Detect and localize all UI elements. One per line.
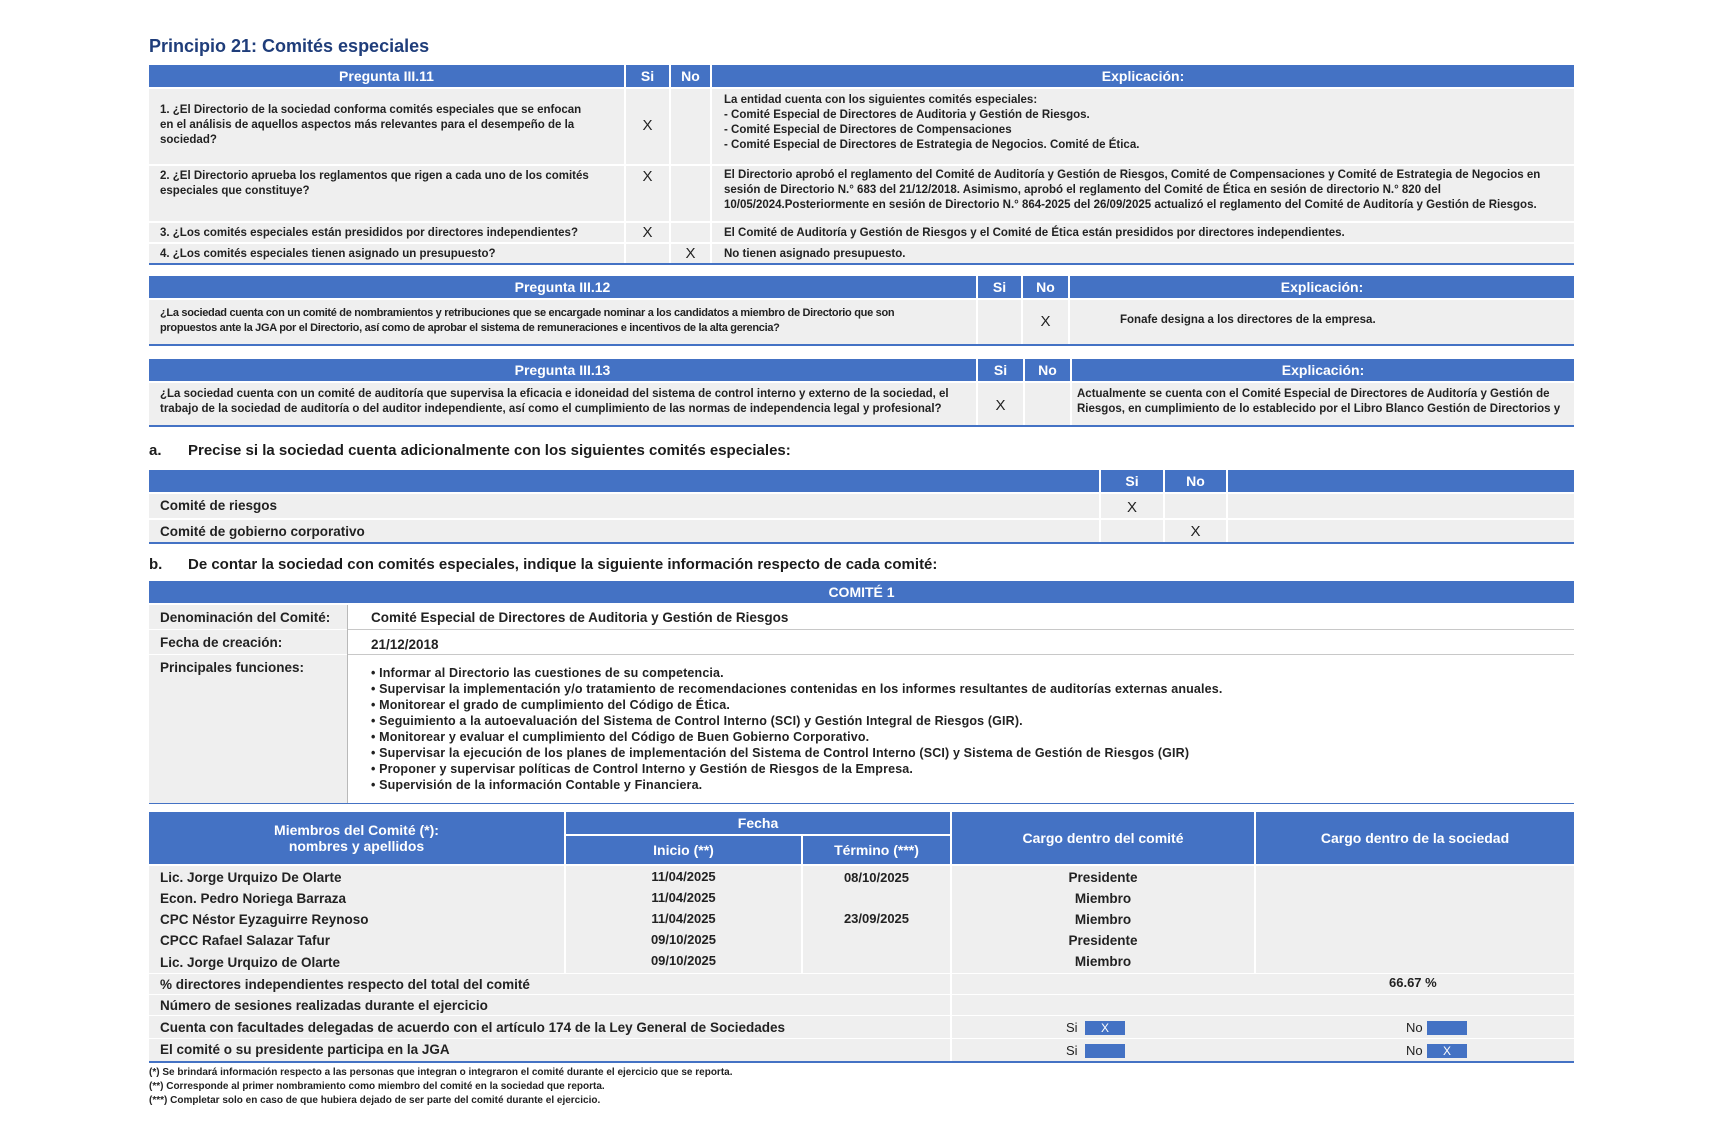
members-header-termino: Término (***) <box>803 836 950 864</box>
jga-si-box[interactable] <box>1085 1044 1125 1058</box>
member-row-4-inicio: 09/10/2025 <box>650 932 717 947</box>
q11-no-4: X <box>685 245 696 262</box>
q13-header-pregunta: Pregunta III.13 <box>149 359 976 381</box>
facultades-si-box[interactable]: X <box>1085 1021 1125 1035</box>
member-row-5-cargo: Miembro <box>1074 954 1132 969</box>
jga-si-label: Si <box>1066 1043 1078 1058</box>
funcion-item: • Supervisar la ejecución de los planes de implementación del Sistema de Control Interno (SCI) y Sistema de Gestión de Riesgos (GIR) <box>371 746 1190 760</box>
q11-explanation-4: No tienen asignado presupuesto. <box>724 248 906 260</box>
funcion-item: • Monitorear y evaluar el cumplimiento del Código de Buen Gobierno Corporativo. <box>371 730 870 744</box>
member-row-3-name: CPC Néstor Eyzaguirre Reynoso <box>160 912 369 927</box>
member-row-2-name: Econ. Pedro Noriega Barraza <box>160 891 347 906</box>
q13-header-no: No <box>1025 359 1070 381</box>
funcion-item: • Supervisar la implementación y/o tratamiento de recomendaciones contenidas en los informes resultantes de auditorías externas anuales. <box>371 682 1223 696</box>
fecha-creacion-value: 21/12/2018 <box>371 637 439 652</box>
q13-header-si: Si <box>978 359 1023 381</box>
q11-header-si: Si <box>626 65 669 87</box>
q12-explanation: Fonafe designa a los directores de la empresa. <box>1120 314 1376 326</box>
q13-question: ¿La sociedad cuenta con un comité de auditoría que supervisa la eficacia e idoneidad del sistema de control interno y externo de la sociedad, el trabajo de la sociedad de auditoría o del auditor independiente, así como el cumplimiento de las normas de independencia legal y profesional? <box>160 388 949 415</box>
member-row-5-inicio: 09/10/2025 <box>650 953 717 968</box>
footnote-2: (**) Corresponde al primer nombramiento como miembro del comité en la sociedad que reporta. <box>149 1081 605 1092</box>
member-row-1-termino: 08/10/2025 <box>843 870 910 885</box>
funciones-label: Principales funciones: <box>160 660 305 675</box>
funcion-item: • Proponer y supervisar políticas de Control Interno y Gestión de Riesgos de la Empresa. <box>371 762 914 776</box>
q11-header-explicacion: Explicación: <box>712 65 1574 87</box>
funcion-item: • Supervisión de la información Contable y Financiera. <box>371 778 703 792</box>
facultades-label: Cuenta con facultades delegadas de acuerdo con el artículo 174 de la Ley General de Sociedades <box>160 1020 785 1035</box>
q11-explanation-3: El Comité de Auditoría y Gestión de Riesgos y el Comité de Ética están presididos por directores independientes. <box>724 227 1345 239</box>
denominacion-label: Denominación del Comité: <box>160 610 331 625</box>
member-row-1-cargo: Presidente <box>1068 870 1138 885</box>
section-a-row-2-no: X <box>1190 523 1201 540</box>
q11-question-4: 4. ¿Los comités especiales tienen asignado un presupuesto? <box>160 248 496 260</box>
q11-si-2: X <box>642 168 653 185</box>
members-header-name: Miembros del Comité (*): nombres y apellidos <box>149 812 564 864</box>
section-a-header-si: Si <box>1101 470 1163 492</box>
member-row-3-termino: 23/09/2025 <box>843 911 910 926</box>
facultades-no-box[interactable] <box>1427 1021 1467 1035</box>
q11-question-3: 3. ¿Los comités especiales están presididos por directores independientes? <box>160 227 578 239</box>
members-header-fecha: Fecha <box>566 812 950 834</box>
section-a-title: Precise si la sociedad cuenta adicionalmente con los siguientes comités especiales: <box>188 442 791 459</box>
section-b-label: b. <box>149 556 163 573</box>
member-row-2-cargo: Miembro <box>1074 891 1132 906</box>
funciones-list <box>371 665 1222 793</box>
section-b-title: De contar la sociedad con comités especiales, indique la siguiente información respecto de cada comité: <box>188 556 938 573</box>
q11-header-pregunta: Pregunta III.11 <box>149 65 624 87</box>
q12-header-explicacion: Explicación: <box>1070 276 1574 298</box>
jga-no-label: No <box>1406 1043 1423 1058</box>
section-a-header-no: No <box>1165 470 1226 492</box>
funcion-item: • Informar al Directorio las cuestiones de su competencia. <box>371 666 724 680</box>
q11-si-3: X <box>642 224 653 241</box>
sesiones-label: Número de sesiones realizadas durante el ejercicio <box>160 998 488 1013</box>
section-a-table <box>149 470 1574 544</box>
jga-label: El comité o su presidente participa en la JGA <box>160 1042 450 1057</box>
member-row-1-name: Lic. Jorge Urquizo De Olarte <box>160 870 342 885</box>
q13-explanation: Actualmente se cuenta con el Comité Especial de Directores de Auditoría y Gestión de Riesgos, en cumplimiento de lo establecido por el Libro Blanco Gestión de Directorios y <box>1077 388 1561 415</box>
member-row-4-name: CPCC Rafael Salazar Tafur <box>160 933 331 948</box>
q11-question-2: 2. ¿El Directorio aprueba los reglamentos que rigen a cada uno de los comités especiales que constituye? <box>160 170 589 197</box>
member-row-1-inicio: 11/04/2025 <box>651 869 716 884</box>
section-a-row-2-name: Comité de gobierno corporativo <box>160 524 365 539</box>
page-title: Principio 21: Comités especiales <box>149 36 430 56</box>
section-a-row-1-name: Comité de riesgos <box>160 498 278 513</box>
q12-header-pregunta: Pregunta III.12 <box>149 276 976 298</box>
member-row-2-inicio: 11/04/2025 <box>651 890 716 905</box>
pct-independientes-label: % directores independientes respecto del total del comité <box>160 977 530 992</box>
denominacion-value: Comité Especial de Directores de Auditoria y Gestión de Riesgos <box>371 610 789 625</box>
q11-question-1: 1. ¿El Directorio de la sociedad conforma comités especiales que se enfocan en el análisis de aquellos aspectos más relevantes para el desempeño de la sociedad? <box>160 104 582 146</box>
q11-explanation-1: La entidad cuenta con los siguientes comités especiales: - Comité Especial de Directores de Auditoria y Gestión de Riesgos. - Comité Especial de Directores de Compensaciones - Comité Especial de Directores de Estrategia de Negocios. Comité de Ética. <box>724 94 1140 151</box>
member-row-3-cargo: Miembro <box>1074 912 1132 927</box>
q11-header-no: No <box>671 65 710 87</box>
q12-header-no: No <box>1023 276 1068 298</box>
committee-table <box>149 581 1574 805</box>
jga-no-box[interactable]: X <box>1427 1044 1467 1058</box>
q11-si-1: X <box>642 117 653 134</box>
q13-si: X <box>995 397 1006 414</box>
members-header-cargo-comite: Cargo dentro del comité <box>952 812 1254 864</box>
facultades-si-label: Si <box>1066 1020 1078 1035</box>
q12-table <box>149 276 1574 348</box>
q13-header-explicacion: Explicación: <box>1072 359 1574 381</box>
q12-header-si: Si <box>978 276 1021 298</box>
member-row-4-cargo: Presidente <box>1068 933 1138 948</box>
members-table <box>149 812 1574 1064</box>
q12-no: X <box>1040 313 1051 330</box>
pct-independientes-value: 66.67 % <box>1389 975 1437 990</box>
section-a-row-1-si: X <box>1126 499 1137 516</box>
q12-question: ¿La sociedad cuenta con un comité de nombramientos y retribuciones que se encargade nominar a los candidatos a miembro de Directorio que son propuestos ante la JGA por el Directorio, así como de aprobar el sistema de remuneraciones e incentivos de la alta gerencia? <box>160 307 895 334</box>
footnote-1: (*) Se brindará información respecto a las personas que integran o integraron el comité durante el ejercicio que se reporta. <box>149 1067 733 1078</box>
section-a-label: a. <box>149 442 162 459</box>
members-header-inicio: Inicio (**) <box>566 836 801 864</box>
member-row-3-inicio: 11/04/2025 <box>651 911 716 926</box>
footnote-3: (***) Completar solo en caso de que hubiera dejado de ser parte del comité durante el ejercicio. <box>149 1095 601 1106</box>
funcion-item: • Monitorear el grado de cumplimiento del Código de Ética. <box>371 698 730 712</box>
funcion-item: • Seguimiento a la autoevaluación del Sistema de Control Interno (SCI) y Gestión Integral de Riesgos (GIR). <box>371 714 1023 728</box>
member-row-5-name: Lic. Jorge Urquizo de Olarte <box>160 955 341 970</box>
committee-header: COMITÉ 1 <box>149 581 1574 603</box>
q11-table <box>149 65 1574 265</box>
members-header-cargo-sociedad: Cargo dentro de la sociedad <box>1256 812 1574 864</box>
q13-table <box>149 359 1574 427</box>
facultades-no-label: No <box>1406 1020 1423 1035</box>
fecha-creacion-label: Fecha de creación: <box>160 635 283 650</box>
q11-explanation-2: El Directorio aprobó el reglamento del Comité de Auditoría y Gestión de Riesgos, Comité de Compensaciones y Comité de Estrategia de Negocios en sesión de Directorio N.° 683 del 21/12/2018. Asimismo, aprobó el reglamento del Comité de Ética en sesión de directorio N.° 820 del 10/05/2024.Posteriormente en sesión de Directorio N.° 864-2025 del 26/09/2025 actualizó el reglamento del Comité de Auditoría y Gestión de Riesgos. <box>724 169 1541 211</box>
